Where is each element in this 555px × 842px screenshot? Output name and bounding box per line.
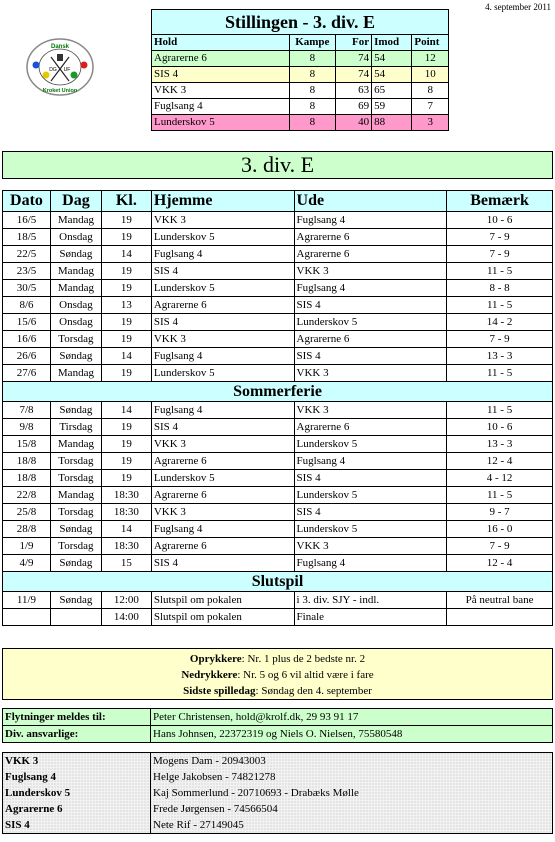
match-date: 11/9 [3, 592, 51, 609]
match-row [3, 538, 553, 555]
match-time: 14 [101, 348, 151, 365]
standings-team: VKK 3 [152, 83, 290, 99]
match-row [3, 609, 553, 626]
relegation-line: Nedrykkere: Nr. 5 og 6 vil altid være i fare [181, 669, 374, 681]
away-team: Lunderskov 5 [294, 436, 447, 453]
schedule-table [2, 190, 553, 626]
standings-kampe: 8 [289, 83, 336, 99]
match-date: 4/9 [3, 555, 51, 572]
match-remark: På neutral bane [447, 592, 553, 609]
match-time: 14 [101, 246, 151, 263]
match-date: 22/5 [3, 246, 51, 263]
match-date: 15/6 [3, 314, 51, 331]
match-time: 15 [101, 555, 151, 572]
match-row [3, 419, 553, 436]
match-remark: 7 - 9 [447, 331, 553, 348]
home-team: Agrarerne 6 [151, 453, 294, 470]
match-day: Mandag [50, 212, 101, 229]
match-remark: 4 - 12 [447, 470, 553, 487]
home-team: Lunderskov 5 [151, 229, 294, 246]
team-name: Lunderskov 5 [3, 785, 151, 801]
away-team: VKK 3 [294, 538, 447, 555]
match-day: Torsdag [50, 538, 101, 555]
away-team: VKK 3 [294, 365, 447, 382]
home-team: VKK 3 [151, 331, 294, 348]
match-remark: 9 - 7 [447, 504, 553, 521]
home-team: VKK 3 [151, 504, 294, 521]
team-contact: Helge Jakobsen - 74821278 [153, 771, 276, 783]
match-remark: 13 - 3 [447, 436, 553, 453]
match-date: 22/8 [3, 487, 51, 504]
home-team: SIS 4 [151, 263, 294, 280]
match-time: 14:00 [101, 609, 151, 626]
col-kampe: Kampe [289, 35, 336, 51]
match-date: 25/8 [3, 504, 51, 521]
match-date [3, 609, 51, 626]
standings-row [152, 115, 449, 131]
team-contact: Kaj Sommerlund - 20710693 - Drabæks Mølle [153, 787, 359, 799]
match-date: 8/6 [3, 297, 51, 314]
match-day: Søndag [50, 402, 101, 419]
home-team: Fuglsang 4 [151, 246, 294, 263]
match-time: 19 [101, 436, 151, 453]
match-date: 18/5 [3, 229, 51, 246]
away-team: Lunderskov 5 [294, 314, 447, 331]
match-day: Mandag [50, 436, 101, 453]
match-day: Torsdag [50, 504, 101, 521]
match-remark: 16 - 0 [447, 521, 553, 538]
match-remark: 12 - 4 [447, 453, 553, 470]
contacts-table [2, 708, 553, 743]
match-remark: 11 - 5 [447, 487, 553, 504]
match-row [3, 504, 553, 521]
standings-for: 40 [336, 115, 372, 131]
match-row [3, 470, 553, 487]
standings-point: 8 [412, 83, 449, 99]
home-team: Lunderskov 5 [151, 365, 294, 382]
home-team: Agrarerne 6 [151, 297, 294, 314]
standings-for: 74 [336, 67, 372, 83]
match-time: 19 [101, 229, 151, 246]
match-time: 19 [101, 419, 151, 436]
standings-point: 3 [412, 115, 449, 131]
col-hjemme: Hjemme [151, 191, 294, 212]
away-team: SIS 4 [294, 348, 447, 365]
match-day: Torsdag [50, 453, 101, 470]
match-time: 19 [101, 470, 151, 487]
match-time: 14 [101, 521, 151, 538]
standings-for: 69 [336, 99, 372, 115]
match-row [3, 280, 553, 297]
home-team: VKK 3 [151, 436, 294, 453]
team-name: Agrarerne 6 [3, 801, 151, 817]
match-row [3, 246, 553, 263]
match-remark [447, 609, 553, 626]
match-time: 19 [101, 365, 151, 382]
match-remark: 7 - 9 [447, 246, 553, 263]
team-name: VKK 3 [3, 753, 151, 770]
team-contact: Frede Jørgensen - 74566504 [153, 803, 278, 815]
match-row [3, 402, 553, 419]
match-time: 19 [101, 331, 151, 348]
away-team: i 3. div. SJY - indl. [294, 592, 447, 609]
match-date: 26/6 [3, 348, 51, 365]
match-time: 13 [101, 297, 151, 314]
match-row [3, 229, 553, 246]
team-contact: Nete Rif - 27149045 [153, 819, 244, 831]
match-day: Søndag [50, 246, 101, 263]
match-row [3, 521, 553, 538]
away-team: Fuglsang 4 [294, 212, 447, 229]
standings-point: 12 [412, 51, 449, 67]
standings-row [152, 83, 449, 99]
logo-right-text: UF [63, 67, 71, 73]
match-row [3, 212, 553, 229]
division-responsible-value: Hans Johnsen, 22372319 og Niels O. Nielsen, 75580548 [151, 726, 553, 743]
home-team: Agrarerne 6 [151, 487, 294, 504]
col-for: For [336, 35, 372, 51]
standings-kampe: 8 [289, 115, 336, 131]
match-date: 23/5 [3, 263, 51, 280]
match-day: Søndag [50, 348, 101, 365]
col-dag: Dag [50, 191, 101, 212]
team-contact-row [3, 817, 553, 834]
standings-imod: 59 [372, 99, 412, 115]
last-match-line: Sidste spilledag: Søndag den 4. september [183, 685, 372, 697]
union-logo [25, 37, 95, 97]
away-team: Agrarerne 6 [294, 229, 447, 246]
standings-team: Lunderskov 5 [152, 115, 290, 131]
match-remark: 11 - 5 [447, 365, 553, 382]
match-day [50, 609, 101, 626]
match-day: Torsdag [50, 331, 101, 348]
away-team: VKK 3 [294, 402, 447, 419]
match-row [3, 314, 553, 331]
match-day: Søndag [50, 521, 101, 538]
match-day: Onsdag [50, 314, 101, 331]
match-time: 19 [101, 212, 151, 229]
standings-point: 10 [412, 67, 449, 83]
home-team: SIS 4 [151, 555, 294, 572]
team-contact: Mogens Dam - 20943003 [153, 755, 266, 767]
col-kl: Kl. [101, 191, 151, 212]
home-team: Slutspil om pokalen [151, 592, 294, 609]
match-day: Mandag [50, 263, 101, 280]
home-team: Agrarerne 6 [151, 538, 294, 555]
promotion-line: Oprykkere: Nr. 1 plus de 2 bedste nr. 2 [189, 653, 366, 665]
match-row [3, 365, 553, 382]
away-team: Fuglsang 4 [294, 453, 447, 470]
standings-imod: 88 [372, 115, 412, 131]
match-time: 19 [101, 314, 151, 331]
logo-left-text: DG [49, 67, 57, 73]
standings-imod: 65 [372, 83, 412, 99]
away-team: SIS 4 [294, 504, 447, 521]
match-day: Mandag [50, 280, 101, 297]
team-name: Fuglsang 4 [3, 769, 151, 785]
document-date: 4. september 2011 [485, 2, 551, 12]
away-team: SIS 4 [294, 297, 447, 314]
match-date: 18/8 [3, 453, 51, 470]
home-team: Fuglsang 4 [151, 348, 294, 365]
match-remark: 7 - 9 [447, 229, 553, 246]
match-row [3, 263, 553, 280]
match-date: 27/6 [3, 365, 51, 382]
home-team: Lunderskov 5 [151, 470, 294, 487]
match-remark: 11 - 5 [447, 297, 553, 314]
match-day: Mandag [50, 365, 101, 382]
away-team: Fuglsang 4 [294, 555, 447, 572]
match-row [3, 436, 553, 453]
team-contact-row [3, 753, 553, 770]
match-remark: 7 - 9 [447, 538, 553, 555]
home-team: Slutspil om pokalen [151, 609, 294, 626]
team-contact-row [3, 769, 553, 785]
standings-kampe: 8 [289, 67, 336, 83]
match-date: 28/8 [3, 521, 51, 538]
match-date: 16/5 [3, 212, 51, 229]
standings-team: Fuglsang 4 [152, 99, 290, 115]
match-date: 15/8 [3, 436, 51, 453]
standings-kampe: 8 [289, 99, 336, 115]
away-team: Agrarerne 6 [294, 331, 447, 348]
match-time: 14 [101, 402, 151, 419]
logo-bottom-text: Kroket Union [42, 88, 78, 94]
away-team: SIS 4 [294, 470, 447, 487]
match-row [3, 592, 553, 609]
match-remark: 11 - 5 [447, 263, 553, 280]
away-team: VKK 3 [294, 263, 447, 280]
team-name: SIS 4 [3, 817, 151, 834]
match-date: 7/8 [3, 402, 51, 419]
match-date: 9/8 [3, 419, 51, 436]
standings-row [152, 51, 449, 67]
standings-table [151, 9, 449, 131]
moves-value: Peter Christensen, hold@krolf.dk, 29 93 91 17 [151, 709, 553, 726]
match-day: Onsdag [50, 229, 101, 246]
standings-kampe: 8 [289, 51, 336, 67]
match-remark: 14 - 2 [447, 314, 553, 331]
match-date: 30/5 [3, 280, 51, 297]
match-day: Søndag [50, 555, 101, 572]
match-day: Søndag [50, 592, 101, 609]
standings-row [152, 99, 449, 115]
team-contacts-table [2, 752, 553, 834]
match-date: 16/6 [3, 331, 51, 348]
match-time: 19 [101, 263, 151, 280]
standings-row [152, 67, 449, 83]
standings-for: 74 [336, 51, 372, 67]
standings-point: 7 [412, 99, 449, 115]
away-team: Lunderskov 5 [294, 521, 447, 538]
home-team: SIS 4 [151, 419, 294, 436]
home-team: SIS 4 [151, 314, 294, 331]
match-day: Onsdag [50, 297, 101, 314]
standings-team: Agrarerne 6 [152, 51, 290, 67]
standings-title: Stillingen - 3. div. E [152, 10, 449, 35]
col-ude: Ude [294, 191, 447, 212]
home-team: Fuglsang 4 [151, 402, 294, 419]
moves-label: Flytninger meldes til: [3, 709, 151, 726]
match-time: 19 [101, 453, 151, 470]
match-remark: 11 - 5 [447, 402, 553, 419]
match-date: 18/8 [3, 470, 51, 487]
match-time: 18:30 [101, 504, 151, 521]
match-time: 18:30 [101, 487, 151, 504]
col-imod: Imod [372, 35, 412, 51]
match-row [3, 331, 553, 348]
team-contact-row [3, 785, 553, 801]
logo-top-text: Dansk [50, 44, 70, 50]
away-team: Lunderskov 5 [294, 487, 447, 504]
away-team: Agrarerne 6 [294, 419, 447, 436]
col-dato: Dato [3, 191, 51, 212]
match-time: 19 [101, 280, 151, 297]
standings-imod: 54 [372, 51, 412, 67]
match-time: 18:30 [101, 538, 151, 555]
match-row [3, 555, 553, 572]
match-date: 1/9 [3, 538, 51, 555]
match-row [3, 297, 553, 314]
match-time: 12:00 [101, 592, 151, 609]
away-team: Agrarerne 6 [294, 246, 447, 263]
match-remark: 8 - 8 [447, 280, 553, 297]
match-remark: 10 - 6 [447, 212, 553, 229]
home-team: Fuglsang 4 [151, 521, 294, 538]
match-remark: 10 - 6 [447, 419, 553, 436]
standings-imod: 54 [372, 67, 412, 83]
match-row [3, 453, 553, 470]
home-team: VKK 3 [151, 212, 294, 229]
away-team: Finale [294, 609, 447, 626]
division-title: 3. div. E [2, 151, 553, 179]
rules-notes [2, 648, 553, 700]
standings-for: 63 [336, 83, 372, 99]
home-team: Lunderskov 5 [151, 280, 294, 297]
section-header: Slutspil [3, 572, 553, 592]
division-responsible-label: Div. ansvarlige: [3, 726, 151, 743]
team-contact-row [3, 801, 553, 817]
col-point: Point [412, 35, 449, 51]
section-header: Sommerferie [3, 382, 553, 402]
match-day: Tirsdag [50, 419, 101, 436]
col-hold: Hold [152, 35, 290, 51]
match-row [3, 487, 553, 504]
away-team: Fuglsang 4 [294, 280, 447, 297]
standings-team: SIS 4 [152, 67, 290, 83]
match-remark: 13 - 3 [447, 348, 553, 365]
match-day: Torsdag [50, 470, 101, 487]
col-bemaerk: Bemærk [447, 191, 553, 212]
match-day: Mandag [50, 487, 101, 504]
match-remark: 12 - 4 [447, 555, 553, 572]
match-row [3, 348, 553, 365]
